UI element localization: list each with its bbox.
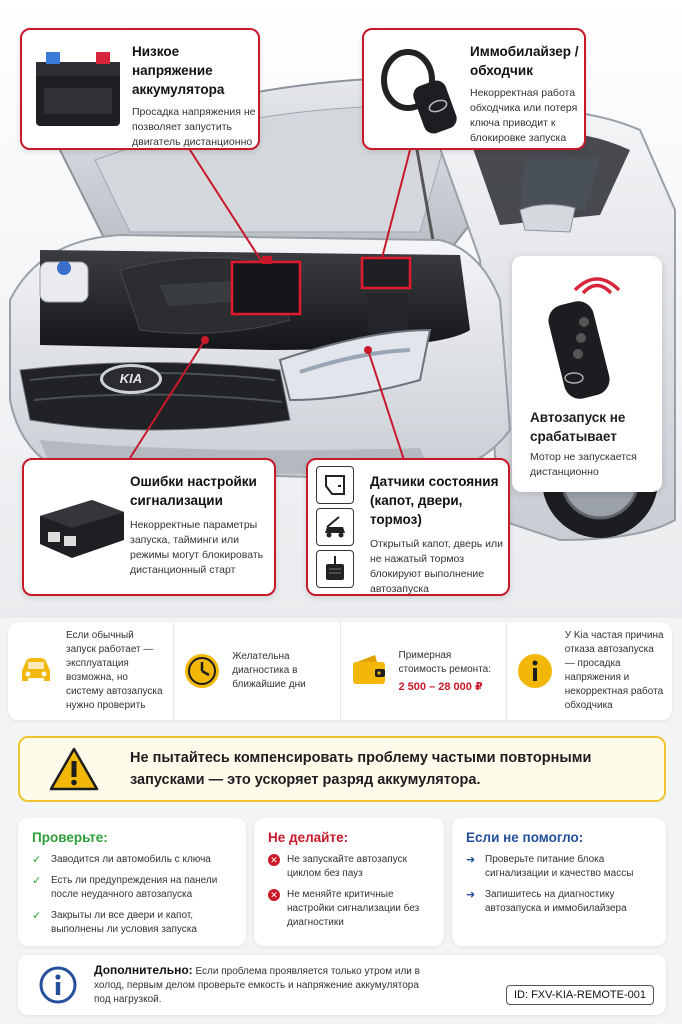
list-item: ➜ Проверьте питание блока сигнализации и качество массы	[466, 854, 634, 879]
callout-battery-text: Просадка напряжения не позволяет запустить двигатель дистанционно	[132, 106, 256, 148]
strip-text-cost: Примерная стоимость ремонта:	[398, 650, 492, 675]
key-fob-icon	[374, 44, 466, 136]
callout-alarm-text: Некорректные параметры запуска, тайминги или режимы могут блокировать дистанционный старт	[130, 519, 264, 576]
warning-triangle-icon	[48, 746, 100, 792]
list-item: ✕ Не запускайте автозапуск циклом без пауз	[268, 853, 432, 881]
repair-price: 2 500 – 28 000 ₽	[398, 681, 483, 693]
list-item: ✕ Не меняйте критичные настройки сигнализации без диагностики	[268, 888, 432, 930]
cross-icon: ✕	[268, 854, 280, 866]
callout-immobilizer-title: Иммобилайзер / обходчик	[470, 44, 579, 78]
callout-sensors	[306, 458, 510, 596]
list-item: ➜ Запишитесь на диагностику автозапуска и иммобилайзера	[466, 889, 627, 914]
strip-item-kia-info	[507, 622, 672, 720]
clock-icon	[182, 651, 222, 691]
arrow-right-icon: ➜	[466, 889, 476, 901]
list-item: ✓ Заводится ли автомобиль с ключа	[32, 854, 211, 866]
arrow-right-icon: ➜	[466, 854, 476, 866]
strip-text-kia-info: У Kia частая причина отказа автозапуска — просадка напряжения и некорректная работа обходчика	[564, 630, 664, 711]
alarm-module-icon	[34, 494, 128, 564]
check-icon: ✓	[32, 854, 42, 866]
strip-item-cost	[341, 622, 507, 720]
info-strip	[8, 622, 672, 720]
info-icon	[515, 651, 555, 691]
check-title: Проверьте:	[32, 830, 108, 845]
battery-icon	[32, 48, 124, 130]
remote-card-text: Мотор не запускается дистанционно	[530, 451, 637, 478]
document-id: ID: FXV-KIA-REMOTE-001	[506, 985, 654, 1005]
car-icon	[16, 651, 56, 691]
dont-title: Не делайте:	[268, 830, 349, 845]
cross-icon: ✕	[268, 889, 280, 901]
strip-text-normal-start: Если обычный запуск работает — эксплуатация возможна, но систему автозапуска нужно проверить	[66, 630, 163, 711]
callout-immobilizer	[362, 28, 586, 150]
strip-item-diagnostics	[174, 622, 340, 720]
wallet-icon	[349, 651, 389, 691]
callout-sensors-title: Датчики состояния (капот, двери, тормоз)	[370, 474, 499, 527]
list-item: ✓ Закрыты ли все двери и капот, выполнены ли условия запуска	[32, 910, 197, 935]
remote-card-title: Автозапуск не срабатывает	[530, 410, 626, 444]
strip-item-normal-start	[8, 622, 174, 720]
additional-text: Дополнительно: Если проблема проявляется только утром или в холод, первым делом проверьте емкость и напряжение аккумулятора под нагрузкой.	[94, 963, 420, 1005]
warning-banner	[18, 736, 666, 802]
check-icon: ✓	[32, 910, 42, 922]
callout-battery-title: Низкое напряжение аккумулятора	[132, 44, 225, 97]
dont-column	[254, 818, 444, 946]
door-icon	[316, 466, 354, 504]
callout-battery	[20, 28, 260, 150]
warning-text: Не пытайтесь компенсировать проблему частыми повторными запусками — это ускоряет разряд аккумулятора.	[130, 750, 592, 788]
list-item: ✓ Есть ли предупреждения на панели после неудачного автозапуска	[32, 875, 218, 900]
help-column	[452, 818, 666, 946]
additional-label: Дополнительно:	[94, 963, 193, 977]
additional-info	[18, 955, 666, 1015]
remote-key-icon	[544, 296, 624, 406]
remote-start-card	[512, 256, 662, 492]
callout-alarm	[22, 458, 276, 596]
help-title: Если не помогло:	[466, 830, 584, 845]
callout-sensors-text: Открытый капот, дверь или не нажатый тормоз блокируют выполнение автозапуска	[370, 538, 504, 595]
callout-immobilizer-text: Некорректная работа обходчика или потеря ключа приводит к блокировке запуска	[470, 87, 578, 144]
check-icon: ✓	[32, 875, 42, 887]
wireless-signal-icon	[567, 266, 627, 296]
info-circle-icon	[38, 965, 78, 1005]
kia-logo: KIA	[100, 364, 162, 394]
callout-alarm-title: Ошибки настройки сигнализации	[130, 474, 257, 508]
hood-open-icon	[316, 508, 354, 546]
sensor-icons	[316, 466, 358, 588]
brake-pedal-icon	[316, 550, 354, 588]
strip-text-diagnostics: Желательна диагностика в ближайшие дни	[232, 651, 306, 690]
check-column	[18, 818, 246, 946]
